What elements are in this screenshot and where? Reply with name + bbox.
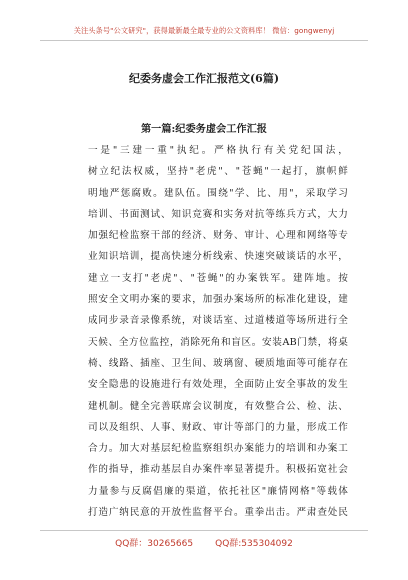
body-line: 作的指导，推动基层自办案件率显著提升。积极拓宽社会 — [88, 464, 348, 476]
footer-qq-group-1: QQ群：30265665 — [115, 539, 194, 549]
body-line: 打造广纳民意的开放性监督平台。重拳出击。严肃查处民 — [88, 507, 348, 519]
body-line: 业知识培训，提高快速分析线索、快速突破谈话的水平， — [88, 251, 348, 263]
footer-divider — [40, 530, 368, 531]
body-line: 成同步录音录像系统，对谈话室、过道楼道等场所进行全 — [88, 315, 348, 327]
body-line: 一是"三建一重"执纪。严格执行有关党纪国法， — [88, 145, 348, 156]
body-line: 建机制。健全完善联席会议制度，有效整合公、检、法、 — [88, 400, 348, 412]
header-divider — [40, 40, 368, 41]
footer — [0, 536, 408, 549]
body-line: 力量参与反腐倡廉的渠道，依托社区"廉情网格"等载体 — [88, 485, 348, 497]
body-line: 培训、书面测试、知识竞赛和实务对抗等练兵方式，大力 — [88, 208, 348, 220]
body-line: 照安全文明办案的要求，加强办案场所的标准化建设，建 — [88, 294, 348, 306]
footer-qq-group-2: QQ群:535304092 — [215, 539, 293, 549]
body-line: 司以及组织、人事、财政、审计等部门的力量，形成工作 — [88, 421, 348, 433]
section-heading: 第一篇:纪委务虚会工作汇报 — [140, 123, 267, 135]
body-line: 建立一支打"老虎"、"苍蝇"的办案铁军。建阵地。按 — [88, 272, 348, 284]
body-line: 椅、线路、插座、卫生间、玻璃窗、硬质地面等可能存在 — [88, 357, 348, 369]
document-title: 纪委务虚会工作汇报范文(6篇) — [128, 72, 280, 85]
body-line: 明地严惩腐败。建队伍。围绕"学、比、用"，采取学习 — [88, 187, 348, 199]
body-text — [88, 140, 348, 523]
body-line: 天候、全方位监控，消除死角和盲区。安装AB门禁，将桌 — [88, 336, 348, 348]
top-banner: 关注头条号"公文研究"，获得最新最全最专业的公文资料库！ 微信：gongwenyj — [73, 26, 335, 35]
body-line: 合力。加大对基层纪检监察组织办案能力的培训和办案工 — [88, 443, 348, 455]
body-line: 安全隐患的设施进行有效处理，全面防止安全事故的发生 — [88, 379, 348, 391]
body-line: 树立纪法权威，坚持"老虎"、"苍蝇"一起打，旗帜鲜 — [88, 166, 348, 178]
body-line: 加强纪检监察干部的经济、财务、审计、心理和网络等专 — [88, 230, 348, 242]
